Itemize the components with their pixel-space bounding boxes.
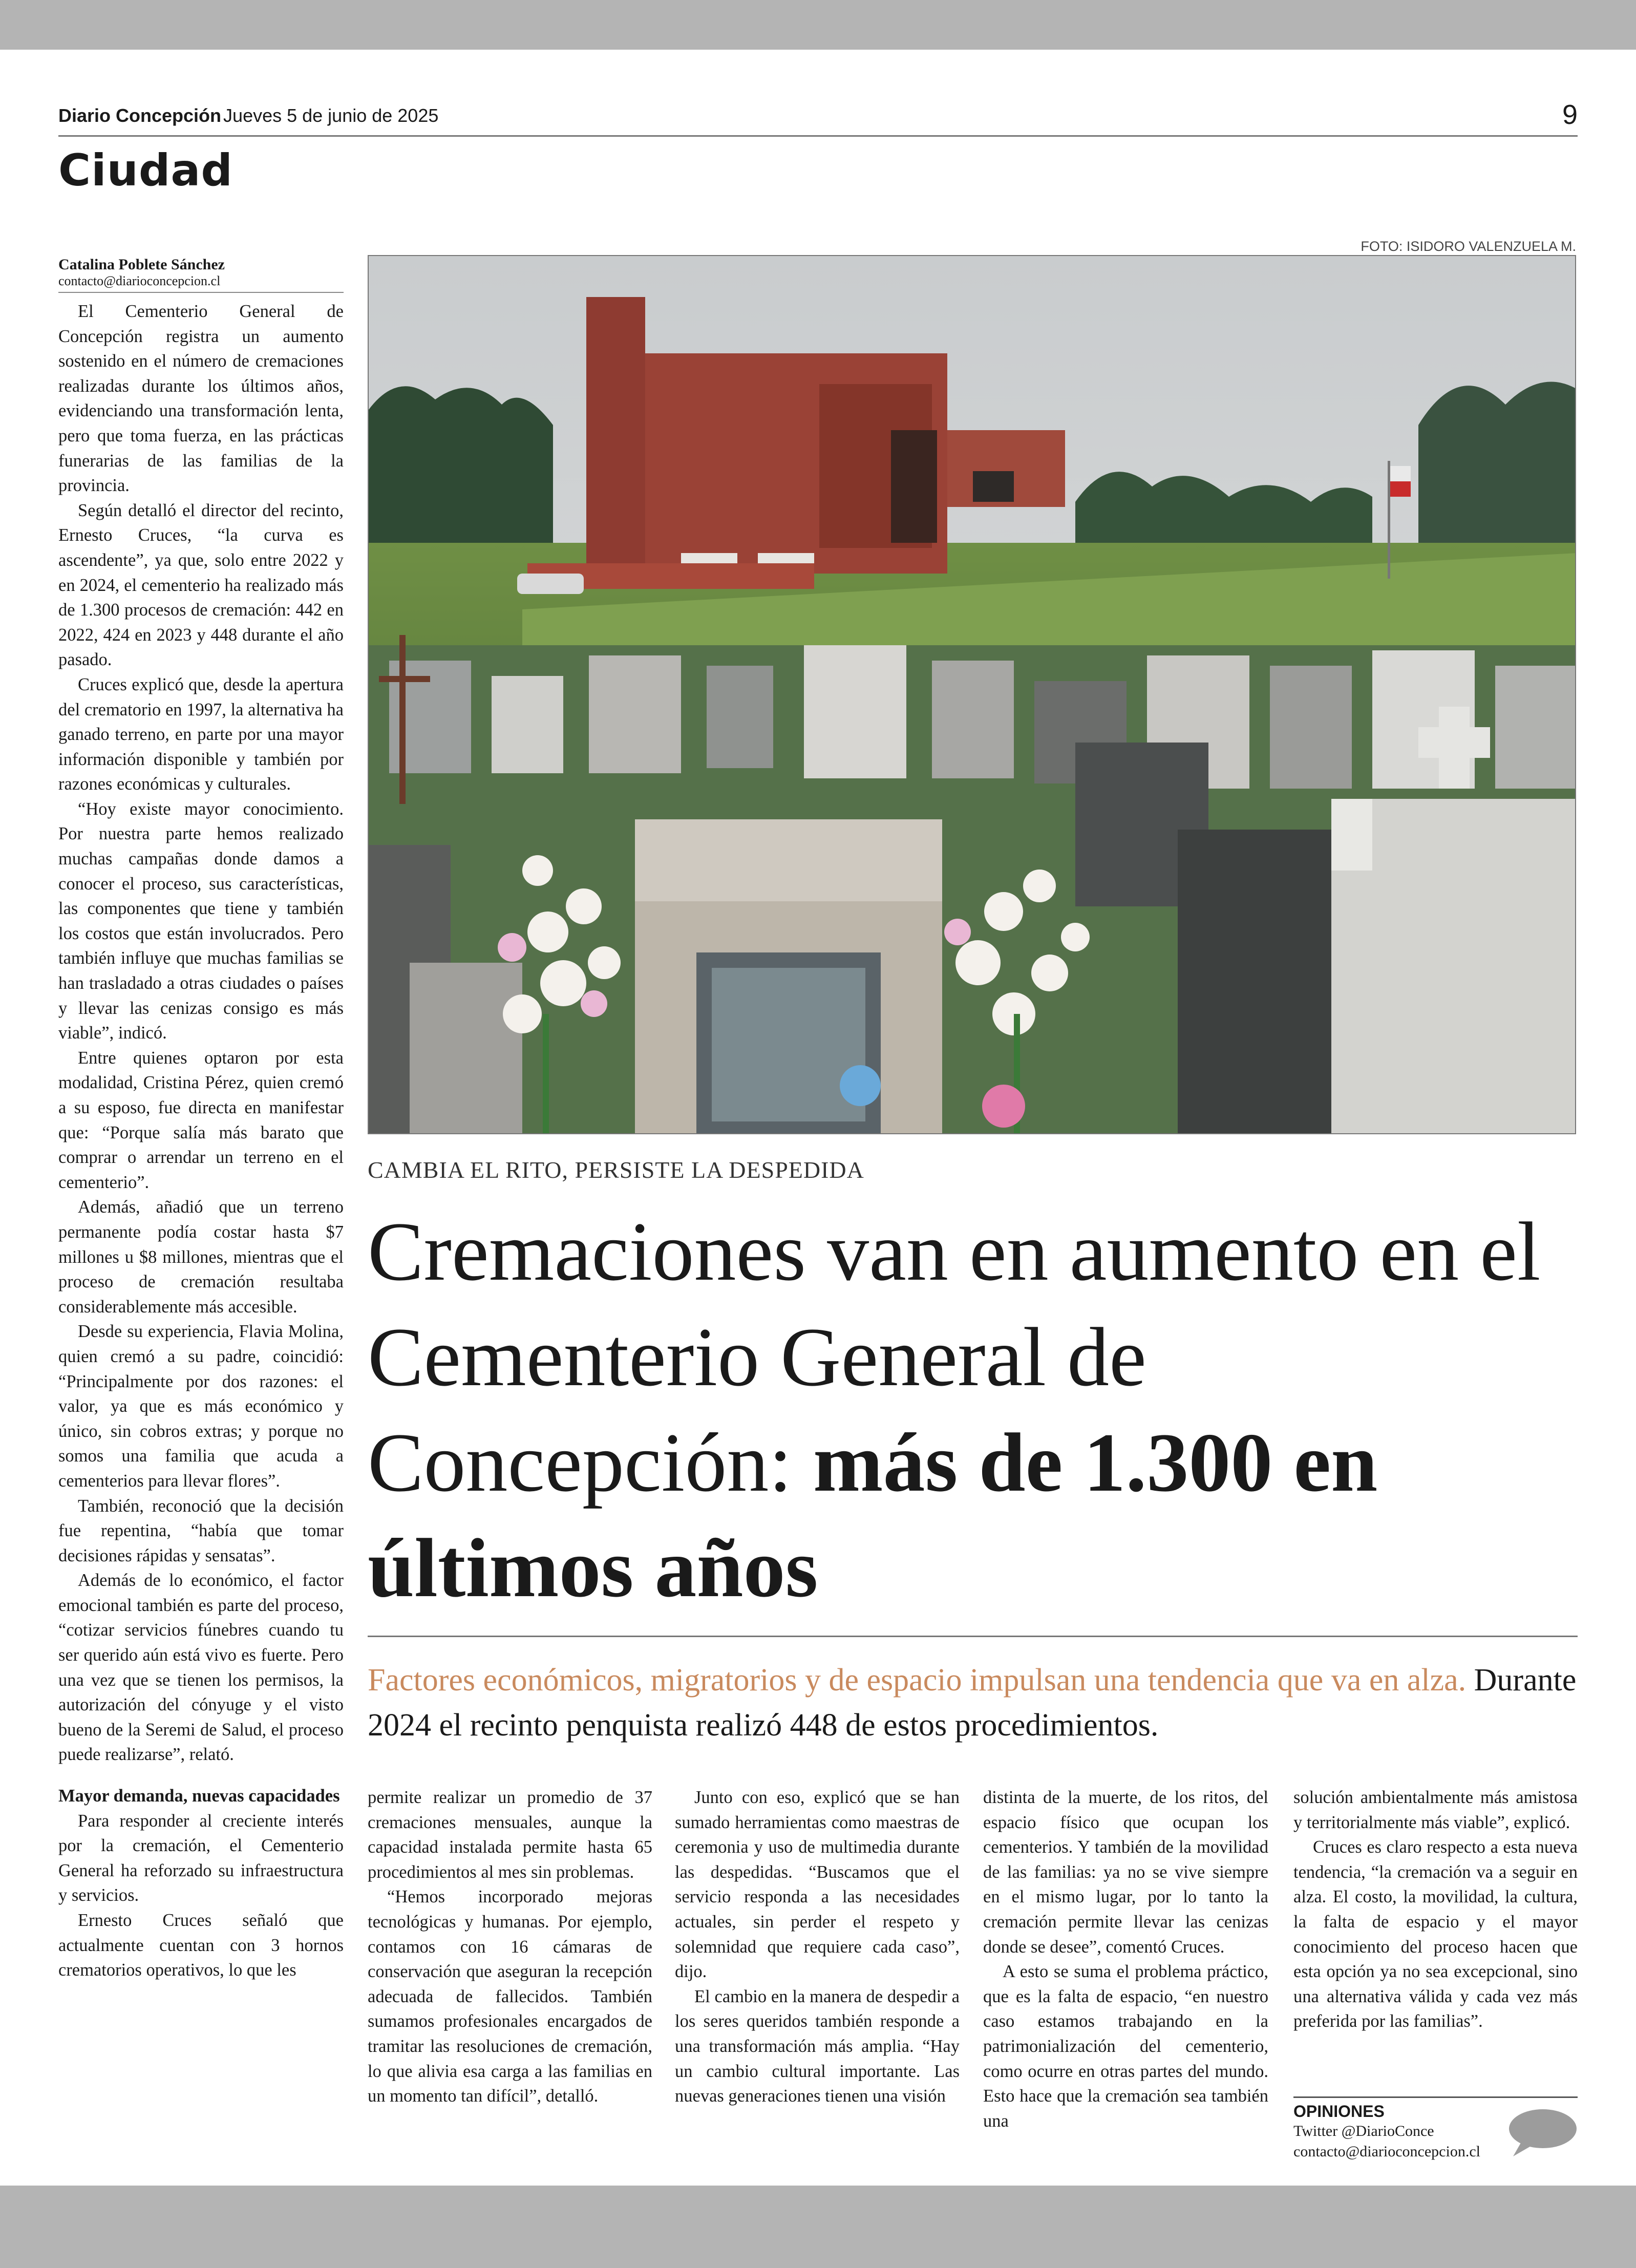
- paper-name: Diario Concepción: [58, 105, 222, 126]
- paragraph: “Hoy existe mayor conocimiento. Por nuestra parte hemos realizado muchas campañas donde damos a conocer el proceso, sus características, las componentes que tiene y también los costos que están involucrados. Pero también influye que muchas familias se han trasladado a otras ciudades o países y llevar las cenizas consigo es más viable”, indicó.: [58, 799, 344, 1043]
- masthead: [58, 99, 1578, 137]
- headline-bold: más de 1.300 en últimos años: [368, 1416, 1378, 1615]
- headline-regular: Cremaciones van en aumento en el Cementerio General de Concepción:: [368, 1205, 1541, 1509]
- paragraph: También, reconoció que la decisión fue repentina, “había que tomar decisiones rápidas y sensatas”.: [58, 1496, 344, 1565]
- body-column-3: [675, 1785, 960, 2109]
- body-column-5: [1293, 1785, 1578, 2034]
- paragraph: Desde su experiencia, Flavia Molina, quien cremó a su padre, coincidió: “Principalmente por dos razones: el valor, ya que es más económico y único, sin cobros extras; y porque no somos una familia que acuda a cementerios para llevar flores”.: [58, 1322, 344, 1491]
- paragraph: Ernesto Cruces señaló que actualmente cuentan con 3 hornos crematorios operativos, lo que les: [58, 1911, 344, 1980]
- paragraph: Para responder al creciente interés por la cremación, el Cementerio General ha reforzado su infraestructura y servicios.: [58, 1811, 344, 1905]
- paragraph: Además, añadió que un terreno permanente podía costar hasta $7 millones u $8 millones, mientras que el proceso de cremación resultaba considerablemente más accesible.: [58, 1197, 344, 1317]
- graves: [369, 635, 1576, 1134]
- deck-rest: Durante 2024 el recinto penquista realizó 448 de estos procedimientos.: [368, 1663, 1577, 1743]
- opiniones-title: OPINIONES: [1293, 2102, 1385, 2121]
- paragraph: Cruces explicó que, desde la apertura del crematorio en 1997, la alternativa ha ganado terreno, en parte por una mayor información disponible y también por razones económicas y culturales.: [58, 674, 344, 794]
- paragraph: Junto con eso, explicó que se han sumado herramientas como maestras de ceremonia y uso de multimedia durante las despedidas. “Buscamos que el servicio responda a las necesidades actuales, sin perder el respeto y solemnidad que requiere cada caso”, dijo.: [675, 1788, 960, 1982]
- subheading: Mayor demanda, nuevas capacidades: [58, 1786, 340, 1806]
- body-column-2: [368, 1785, 652, 2109]
- top-margin-bar: [0, 0, 1636, 50]
- kicker: CAMBIA EL RITO, PERSISTE LA DESPEDIDA: [368, 1157, 864, 1183]
- cemetery-photo: [368, 255, 1576, 1134]
- page-number: 9: [1562, 99, 1578, 130]
- paragraph: Según detalló el director del recinto, Ernesto Cruces, “la curva es ascendente”, ya que, solo entre 2022 y en 2024, el cementerio ha realizado más de 1.300 procesos de cremación: 442 en 2022, 424 en 2023 y 448 durante el año pasado.: [58, 500, 344, 670]
- paragraph: permite realizar un promedio de 37 cremaciones mensuales, aunque la capacidad instalada permite hasta 65 procedimientos al mes sin problemas.: [368, 1788, 652, 1882]
- body-column-1: [58, 299, 344, 1983]
- speech-bubble-icon: [1506, 2107, 1578, 2158]
- body-column-4: [983, 1785, 1268, 2133]
- cemetery-illustration: [369, 256, 1576, 1134]
- bottom-margin-bar: [0, 2186, 1636, 2268]
- author-name: Catalina Poblete Sánchez: [58, 256, 225, 273]
- headline: [368, 1199, 1578, 1621]
- paragraph: El cambio en la manera de despedir a los seres queridos también responde a una transformación más amplia. “Hay un cambio cultural importante. Las nuevas generaciones tienen una visión: [675, 1986, 960, 2106]
- author-email: contacto@diarioconcepcion.cl: [58, 273, 221, 288]
- paragraph: solución ambientalmente más amistosa y territorialmente más viable”, explicó.: [1293, 1788, 1578, 1832]
- paragraph: Cruces es claro respecto a esta nueva tendencia, “la cremación va a seguir en alza. El costo, la movilidad, la cultura, la falta de espacio y el mayor conocimiento del proceso hacen que esta opción ya no sea excepcional, sino una alternativa válida y cada vez más preferida por las familias”.: [1293, 1837, 1578, 2031]
- deck-accent: Factores económicos, migratorios y de espacio impulsan una tendencia que va en alza.: [368, 1663, 1467, 1698]
- paragraph: Entre quienes optaron por esta modalidad, Cristina Pérez, quien cremó a su esposo, fue directa en manifestar que: “Porque salía más barato que comprar o arrendar un terreno en el cementerio”.: [58, 1048, 344, 1192]
- section-title: Ciudad: [58, 145, 233, 196]
- opiniones-box: [1293, 2096, 1578, 2162]
- photo-credit: FOTO: ISIDORO VALENZUELA M.: [1361, 239, 1576, 254]
- paragraph: Además de lo económico, el factor emocional también es parte del proceso, “cotizar servicios fúnebres cuando tu ser querido aún está vivo es fuerte. Pero una vez que se tienen los permisos, la autorización del cónyuge y el visto bueno de la Seremi de Salud, el proceso puede realizarse”, relató.: [58, 1571, 344, 1765]
- contact-email[interactable]: contacto@diarioconcepcion.cl: [1293, 2143, 1480, 2160]
- paragraph: El Cementerio General de Concepción registra un aumento sostenido en el número de cremaciones realizadas durante los últimos años, evidenciando una transformación lenta, pero que toma fuerza, en las prácticas funerarias de las familias de la provincia.: [58, 302, 344, 496]
- byline: [58, 256, 344, 293]
- paragraph: A esto se suma el problema práctico, que es la falta de espacio, “en nuestro caso estamos trabajando en la patrimonialización del cementerio, como ocurre en otras partes del mundo. Esto hace que la cremación sea también una: [983, 1962, 1268, 2131]
- paragraph: distinta de la muerte, de los ritos, del espacio físico que ocupan los cementerios. Y también de la movilidad de las familias: ya no se vive siempre en el mismo lugar, por lo tanto la cremación permite llevar las cenizas donde se desee”, comentó Cruces.: [983, 1788, 1268, 1957]
- issue-date: Jueves 5 de junio de 2025: [223, 105, 439, 126]
- deck: [368, 1636, 1578, 1748]
- paragraph: “Hemos incorporado mejoras tecnológicas y humanas. Por ejemplo, contamos con 16 cámaras de conservación que aseguran la recepción adecuada de fallecidos. También sumamos profesionales encargados de tramitar las resoluciones de cremación, lo que alivia esa carga a las familias en un momento tan difícil”, detalló.: [368, 1887, 652, 2106]
- twitter-handle[interactable]: Twitter @DiarioConce: [1293, 2123, 1434, 2139]
